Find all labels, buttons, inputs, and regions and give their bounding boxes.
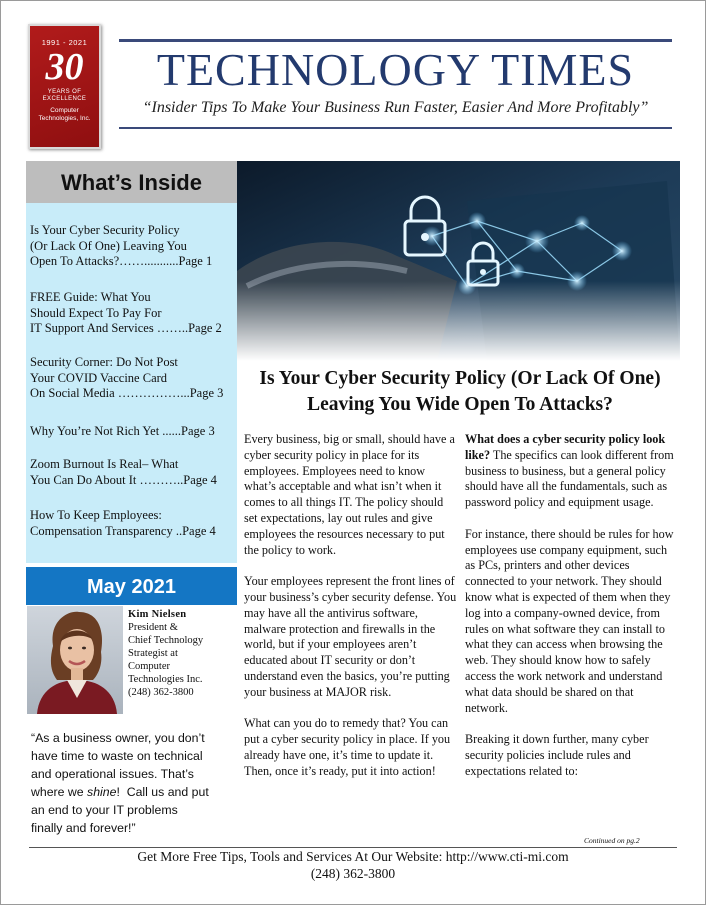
thirty-years-logo <box>28 24 101 149</box>
author-title-line: President & <box>128 622 178 633</box>
logo-number: 30 <box>45 46 84 88</box>
toc-line: You Can Do About It ………..Page 4 <box>30 472 217 487</box>
quote-line: and operational issues. That’s <box>31 767 194 781</box>
article-paragraph: For instance, there should be rules for how employees use company equipment, such as PCs, printers and other devices connected to your network. They should know what is expected of them when they log into a company-owned device, from rules on what software they can install to what they can access when browsing the web. They should know how to safely access the work network and understand what data should be shared on that network. <box>465 526 674 715</box>
quote-line: have time to waste on technical <box>31 749 203 763</box>
author-title-line: Computer <box>128 661 170 672</box>
quote-line: “As a business owner, you don’t <box>31 731 205 745</box>
quote-line: finally and forever!” <box>31 821 136 835</box>
article-column-1 <box>244 432 458 795</box>
masthead-top-rule <box>119 39 672 42</box>
author-photo <box>27 606 123 714</box>
quote-text: where we <box>31 785 88 799</box>
toc-line: Your COVID Vaccine Card <box>30 370 168 385</box>
author-title-line: Technologies Inc. <box>128 674 203 685</box>
logo-company-line: Technologies, Inc. <box>38 115 91 122</box>
article-paragraph: What can you do to remedy that? You can put a cyber security policy in place. If you already have one, it’s time to update it. Then, once it’s ready, put it into action! <box>244 716 451 778</box>
continued-note: Continued on pg.2 <box>584 836 640 845</box>
toc-item[interactable] <box>30 424 236 440</box>
toc-item[interactable] <box>30 223 236 270</box>
logo-years-range: 1991 - 2021 <box>41 38 88 47</box>
toc-line: On Social Media ……………...Page 3 <box>30 386 224 400</box>
toc-item[interactable] <box>30 508 236 539</box>
article-headline: Is Your Cyber Security Policy (Or Lack Of One) Leaving You Wide Open To Attacks? <box>259 368 661 415</box>
toc-item[interactable] <box>30 457 236 488</box>
footer-phone: (248) 362-3800 <box>310 866 396 881</box>
author-name: Kim Nielsen <box>128 609 187 620</box>
article-text: The specifics can look different from business to business, but a general policy should have all the fundamentals, such as password policy and equipment usage. <box>465 447 674 510</box>
logo-tagline <box>30 89 99 103</box>
toc-line: Security Corner: Do Not Post <box>30 355 178 369</box>
article-column-2 <box>465 432 679 795</box>
whats-inside-heading: What’s Inside <box>26 161 237 203</box>
toc-line: (Or Lack Of One) Leaving You <box>30 238 187 253</box>
cyber-security-hero-image <box>237 161 680 361</box>
toc-line: Why You’re Not Rich Yet ......Page 3 <box>30 424 215 438</box>
toc-line: Should Expect To Pay For <box>30 305 162 320</box>
toc-line: FREE Guide: What You <box>30 290 151 304</box>
toc-line: Open To Attacks?……...........Page 1 <box>30 254 213 268</box>
logo-tagline-line: YEARS OF <box>47 89 82 95</box>
quote-line: an end to your IT problems <box>31 803 178 817</box>
article-subhead: What does a cyber security policy look like? <box>465 432 666 462</box>
toc-item[interactable] <box>30 355 236 402</box>
masthead-bottom-rule <box>119 127 672 129</box>
author-bio <box>128 608 238 699</box>
article-paragraph: Your employees represent the front lines of your business’s cyber security defense. You may have all the antivirus software, malware protection and firewalls in the world, but if your employees aren’t educated about IT security or don’t understand even the basics, you’re putting your business at MAJOR risk. <box>244 574 457 699</box>
toc-line: How To Keep Employees: <box>30 508 162 522</box>
quote-emphasis: shine <box>87 785 117 799</box>
toc-line: Compensation Transparency ..Page 4 <box>30 523 216 538</box>
logo-tagline-line: EXCELLENCE <box>42 96 87 102</box>
owner-quote <box>31 729 236 837</box>
footer-rule <box>29 847 677 848</box>
author-title-line: Strategist at <box>128 648 178 659</box>
toc-line: Zoom Burnout Is Real– What <box>30 457 179 471</box>
toc-line: Is Your Cyber Security Policy <box>30 223 180 237</box>
article-paragraph: Breaking it down further, many cyber security policies include rules and expectations related to: <box>465 732 649 778</box>
newsletter-tagline: “Insider Tips To Make Your Business Run Faster, Easier And More Profitably” <box>142 99 649 116</box>
article-paragraph <box>465 432 679 511</box>
issue-date-banner: May 2021 <box>26 567 237 605</box>
footer-website-line[interactable]: Get More Free Tips, Tools and Services At Our Website: http://www.cti-mi.com <box>137 849 569 864</box>
toc-item[interactable] <box>30 290 236 337</box>
quote-text: ! Call us and put <box>116 785 209 799</box>
author-title-line: Chief Technology <box>128 635 204 646</box>
newsletter-title: TECHNOLOGY TIMES <box>156 44 635 95</box>
author-phone: (248) 362-3800 <box>128 687 194 698</box>
table-of-contents <box>26 203 237 563</box>
toc-line: IT Support And Services ……..Page 2 <box>30 321 222 335</box>
article-paragraph: Every business, big or small, should have a cyber security policy in place for its employees. Employees need to know what’s acceptable and what isn’t when it comes to all things IT. The policy should set expectations, lay out rules and give employees the resources necessary to put the policy to work. <box>244 432 455 557</box>
quote-line <box>31 783 236 801</box>
logo-company <box>30 107 99 123</box>
logo-company-line: Computer <box>50 107 79 114</box>
